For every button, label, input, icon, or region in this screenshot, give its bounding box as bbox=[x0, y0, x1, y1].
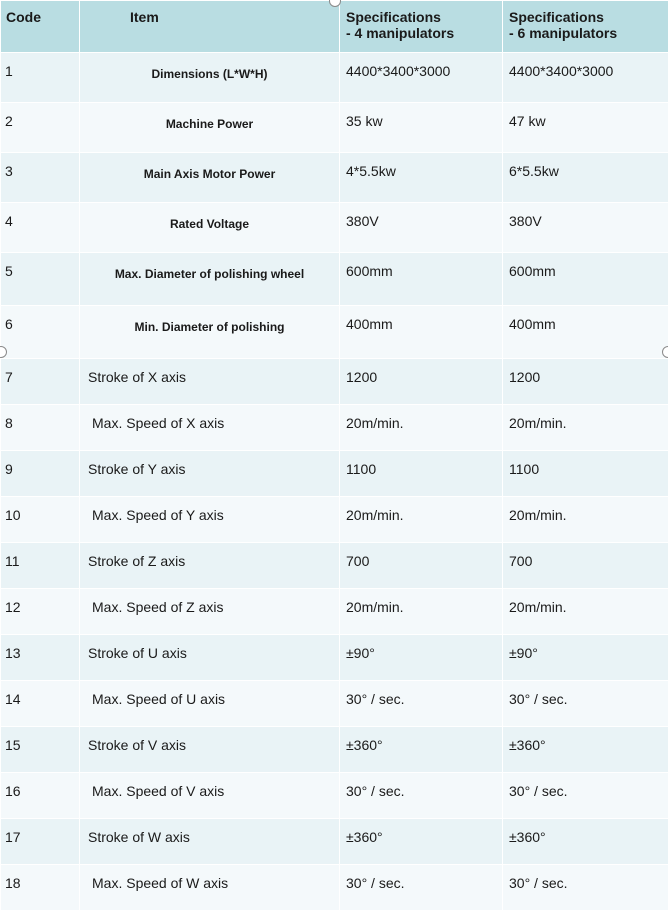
table-row bbox=[1, 306, 668, 359]
spec-4-cell: 20m/min. bbox=[340, 497, 503, 543]
code-cell: 1 bbox=[1, 53, 80, 103]
table-row bbox=[1, 253, 668, 306]
table-row bbox=[1, 153, 668, 203]
spec-6-cell: 20m/min. bbox=[503, 497, 668, 543]
header-spec-4-line2: - 4 manipulators bbox=[346, 25, 454, 41]
table-row bbox=[1, 405, 668, 451]
item-cell: Stroke of U axis bbox=[80, 635, 340, 681]
spec-6-cell: 1100 bbox=[503, 451, 668, 497]
spec-4-cell: ±360° bbox=[340, 819, 503, 865]
item-cell: Max. Speed of V axis bbox=[80, 773, 340, 819]
spec-4-cell: 380V bbox=[340, 203, 503, 253]
header-code: Code bbox=[1, 1, 80, 53]
table-row bbox=[1, 635, 668, 681]
item-cell: Max. Speed of W axis bbox=[80, 865, 340, 911]
item-cell: Stroke of W axis bbox=[80, 819, 340, 865]
spec-4-cell: 600mm bbox=[340, 253, 503, 306]
code-cell: 13 bbox=[1, 635, 80, 681]
header-spec-6-manipulators bbox=[503, 1, 668, 53]
table-header bbox=[1, 1, 668, 53]
spec-6-cell: 30° / sec. bbox=[503, 865, 668, 911]
spec-6-cell: 1200 bbox=[503, 359, 668, 405]
spec-4-cell: 4*5.5kw bbox=[340, 153, 503, 203]
spec-6-cell: 20m/min. bbox=[503, 589, 668, 635]
spec-6-cell: ±360° bbox=[503, 727, 668, 773]
code-cell: 9 bbox=[1, 451, 80, 497]
spec-6-cell: 30° / sec. bbox=[503, 773, 668, 819]
spec-4-cell: 20m/min. bbox=[340, 589, 503, 635]
spec-6-cell: 30° / sec. bbox=[503, 681, 668, 727]
item-cell: Stroke of X axis bbox=[80, 359, 340, 405]
table-row bbox=[1, 819, 668, 865]
code-cell: 17 bbox=[1, 819, 80, 865]
spec-4-cell: 700 bbox=[340, 543, 503, 589]
code-cell: 15 bbox=[1, 727, 80, 773]
item-cell: Max. Speed of Y axis bbox=[80, 497, 340, 543]
item-cell: Max. Speed of X axis bbox=[80, 405, 340, 451]
header-spec-4-line1: Specifications bbox=[346, 9, 441, 25]
spec-6-cell: 700 bbox=[503, 543, 668, 589]
code-cell: 3 bbox=[1, 153, 80, 203]
table-row bbox=[1, 727, 668, 773]
spec-6-cell: 400mm bbox=[503, 306, 668, 359]
code-cell: 10 bbox=[1, 497, 80, 543]
spec-4-cell: 1100 bbox=[340, 451, 503, 497]
code-cell: 2 bbox=[1, 103, 80, 153]
spec-6-cell: 4400*3400*3000 bbox=[503, 53, 668, 103]
code-cell: 7 bbox=[1, 359, 80, 405]
header-spec-4-manipulators bbox=[340, 1, 503, 53]
spec-4-cell: 30° / sec. bbox=[340, 865, 503, 911]
item-cell: Machine Power bbox=[80, 103, 340, 153]
header-spec-6-line1: Specifications bbox=[509, 9, 604, 25]
item-cell: Max. Speed of Z axis bbox=[80, 589, 340, 635]
spec-4-cell: 20m/min. bbox=[340, 405, 503, 451]
table-row bbox=[1, 865, 668, 911]
table-row bbox=[1, 451, 668, 497]
code-cell: 6 bbox=[1, 306, 80, 359]
spec-4-cell: 1200 bbox=[340, 359, 503, 405]
code-cell: 4 bbox=[1, 203, 80, 253]
item-cell: Main Axis Motor Power bbox=[80, 153, 340, 203]
spec-4-cell: ±360° bbox=[340, 727, 503, 773]
code-cell: 16 bbox=[1, 773, 80, 819]
spec-6-cell: ±90° bbox=[503, 635, 668, 681]
spec-6-cell: 47 kw bbox=[503, 103, 668, 153]
spec-4-cell: ±90° bbox=[340, 635, 503, 681]
spec-4-cell: 400mm bbox=[340, 306, 503, 359]
table-row bbox=[1, 497, 668, 543]
item-cell: Stroke of Z axis bbox=[80, 543, 340, 589]
spec-6-cell: 380V bbox=[503, 203, 668, 253]
header-item: Item bbox=[80, 1, 340, 53]
code-cell: 8 bbox=[1, 405, 80, 451]
item-cell: Dimensions (L*W*H) bbox=[80, 53, 340, 103]
right-resize-handle[interactable] bbox=[662, 346, 668, 358]
item-cell: Stroke of V axis bbox=[80, 727, 340, 773]
code-cell: 14 bbox=[1, 681, 80, 727]
spec-6-cell: ±360° bbox=[503, 819, 668, 865]
code-cell: 5 bbox=[1, 253, 80, 306]
table-row bbox=[1, 203, 668, 253]
item-cell: Max. Speed of U axis bbox=[80, 681, 340, 727]
item-cell: Stroke of Y axis bbox=[80, 451, 340, 497]
item-cell: Min. Diameter of polishing bbox=[80, 306, 340, 359]
table-row bbox=[1, 53, 668, 103]
code-cell: 12 bbox=[1, 589, 80, 635]
spec-6-cell: 20m/min. bbox=[503, 405, 668, 451]
table-row bbox=[1, 359, 668, 405]
item-cell: Rated Voltage bbox=[80, 203, 340, 253]
spec-6-cell: 6*5.5kw bbox=[503, 153, 668, 203]
table-row bbox=[1, 543, 668, 589]
spec-4-cell: 35 kw bbox=[340, 103, 503, 153]
table-row bbox=[1, 103, 668, 153]
table-row bbox=[1, 773, 668, 819]
code-cell: 18 bbox=[1, 865, 80, 911]
spec-4-cell: 4400*3400*3000 bbox=[340, 53, 503, 103]
table-row bbox=[1, 681, 668, 727]
spec-6-cell: 600mm bbox=[503, 253, 668, 306]
table-row bbox=[1, 589, 668, 635]
header-spec-6-line2: - 6 manipulators bbox=[509, 25, 617, 41]
item-cell: Max. Diameter of polishing wheel bbox=[80, 253, 340, 306]
code-cell: 11 bbox=[1, 543, 80, 589]
spec-4-cell: 30° / sec. bbox=[340, 773, 503, 819]
spec-4-cell: 30° / sec. bbox=[340, 681, 503, 727]
